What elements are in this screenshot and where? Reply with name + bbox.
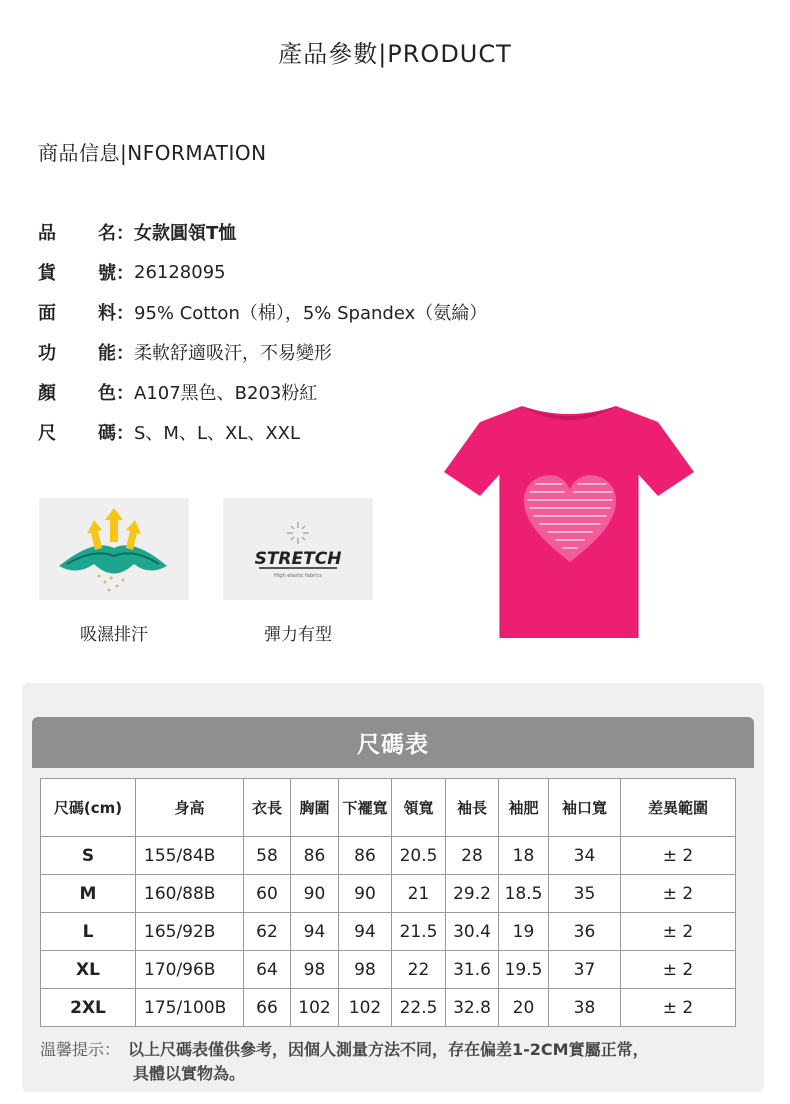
column-header: 差異範圍 <box>621 779 736 837</box>
info-value: 26128095 <box>134 261 226 283</box>
size-chart-title: 尺碼表 <box>32 717 754 768</box>
size-note <box>40 1038 649 1086</box>
column-header: 下襬寬 <box>339 779 392 837</box>
info-value: S、M、L、XL、XXL <box>134 423 301 444</box>
info-key: 面 料 <box>38 303 116 324</box>
stretch-logo-text: STRETCH <box>254 549 342 569</box>
column-header: 領寬 <box>392 779 446 837</box>
info-row-material: 面 料 ： 95% Cotton（棉），5% Spandex（氨綸） <box>38 292 558 332</box>
table-row: 2XL 175/100B 66 102 102 22.5 32.8 20 38 ± 2 <box>41 989 736 1027</box>
stretch-icon <box>223 498 373 600</box>
info-row-color: 顏 色 ： A107黑色、B203粉紅 <box>38 372 558 412</box>
note-line2: 具體以實物為。 <box>133 1064 246 1083</box>
table-row: M 160/88B 60 90 90 21 29.2 18.5 35 ± 2 <box>41 875 736 913</box>
column-header: 袖肥 <box>499 779 549 837</box>
size-chart-table <box>40 778 736 1027</box>
info-row-sku: 貨 號 ： 26128095 <box>38 252 558 292</box>
info-key: 功 能 <box>38 343 116 364</box>
table-row: XL 170/96B 64 98 98 22 31.6 19.5 37 ± 2 <box>41 951 736 989</box>
stretch-card <box>223 498 373 600</box>
info-key: 顏 色 <box>38 383 116 404</box>
column-header: 袖長 <box>446 779 499 837</box>
info-key: 尺 碼 <box>38 423 116 444</box>
info-value: 95% Cotton（棉），5% Spandex（氨綸） <box>134 303 488 324</box>
column-header: 胸圍 <box>291 779 339 837</box>
moisture-wicking-card <box>39 498 189 600</box>
page-title: 產品參數|PRODUCT <box>278 40 512 68</box>
info-key: 品 名 <box>38 223 116 244</box>
pink-tshirt-image <box>442 400 696 642</box>
column-header: 尺碼(cm) <box>41 779 136 837</box>
section-title: 商品信息|NFORMATION <box>38 141 267 165</box>
info-row-name: 品 名 ： 女款圓領T恤 <box>38 212 558 252</box>
table-row: L 165/92B 62 94 94 21.5 30.4 19 36 ± 2 <box>41 913 736 951</box>
table-header-row <box>41 779 736 837</box>
info-value: 柔軟舒適吸汗，不易變形 <box>134 343 332 364</box>
info-row-size: 尺 碼 ： S、M、L、XL、XXL <box>38 412 558 452</box>
info-key: 貨 號 <box>38 263 116 284</box>
stretch-logo-sub: High elastic fabrics <box>274 573 322 579</box>
info-value: 女款圓領T恤 <box>134 223 237 244</box>
column-header: 袖口寬 <box>549 779 621 837</box>
column-header: 身高 <box>136 779 244 837</box>
info-value: A107黑色、B203粉紅 <box>134 383 318 404</box>
feature-label: 彈力有型 <box>264 625 332 645</box>
info-row-function: 功 能 ： 柔軟舒適吸汗，不易變形 <box>38 332 558 372</box>
note-line1: 以上尺碼表僅供參考，因個人測量方法不同，存在偏差1-2CM實屬正常， <box>128 1040 649 1059</box>
moisture-wicking-icon <box>39 498 189 600</box>
column-header: 衣長 <box>244 779 291 837</box>
table-row: S 155/84B 58 86 86 20.5 28 18 34 ± 2 <box>41 837 736 875</box>
feature-label: 吸濕排汗 <box>80 625 148 645</box>
note-label: 溫馨提示： <box>40 1040 121 1059</box>
